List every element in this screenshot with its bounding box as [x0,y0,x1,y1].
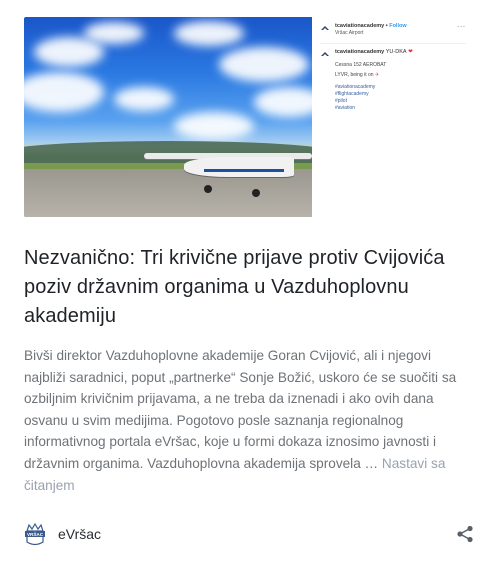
academy-logo-icon [320,24,330,34]
share-icon[interactable] [456,525,474,543]
ig-caption: Cessna 152 AEROBAT LYVR, being it on ✈ #aviationacademy #flightacademy #pilot #aviation [335,62,387,111]
article-title[interactable]: Nezvanično: Tri krivične prijave protiv Cvijovića poziv državnim organima u Vazduhoplovnu akademiju [24,247,445,327]
ig-more-icon: ... [457,22,466,29]
instagram-caption-panel [312,17,474,217]
ig-username: tcaviationacademy • Follow [335,23,407,29]
ig-caption-user: tcaviationacademy YU-DKA ❤ [335,49,413,55]
featured-image[interactable] [24,17,474,217]
article-footer [24,520,474,548]
ig-follow-link[interactable]: Follow [389,23,407,29]
excerpt-text: Bivši direktor Vazduhoplovne akademije Goran Cvijović, ali i njegovi najbliži saradnici, poput „partnerke“ Sonje Božić, uskoro će se suočiti sa ozbiljnim krivičnim prijavama, a ne treba da iznenadi i ako ovih dana osvanu u svim medijima. Pogotovo posle saznanja regionalnog informativnog portala eVršac, koje u formi dokaza iznosimo javnosti i državnim organima. Vazduhoplovna akademija sprovela … [24,348,457,471]
ig-location: Vršac Airport [335,30,364,36]
airplane-photo [24,17,312,217]
read-more-link[interactable]: Nastavi sa čitanjem [24,455,446,493]
source-name[interactable]: eVršac [58,526,102,542]
academy-logo-icon [320,50,330,60]
article-excerpt [24,345,474,496]
svg-text:VRŠAC: VRŠAC [26,531,44,537]
evrsac-logo-icon[interactable] [24,522,46,546]
